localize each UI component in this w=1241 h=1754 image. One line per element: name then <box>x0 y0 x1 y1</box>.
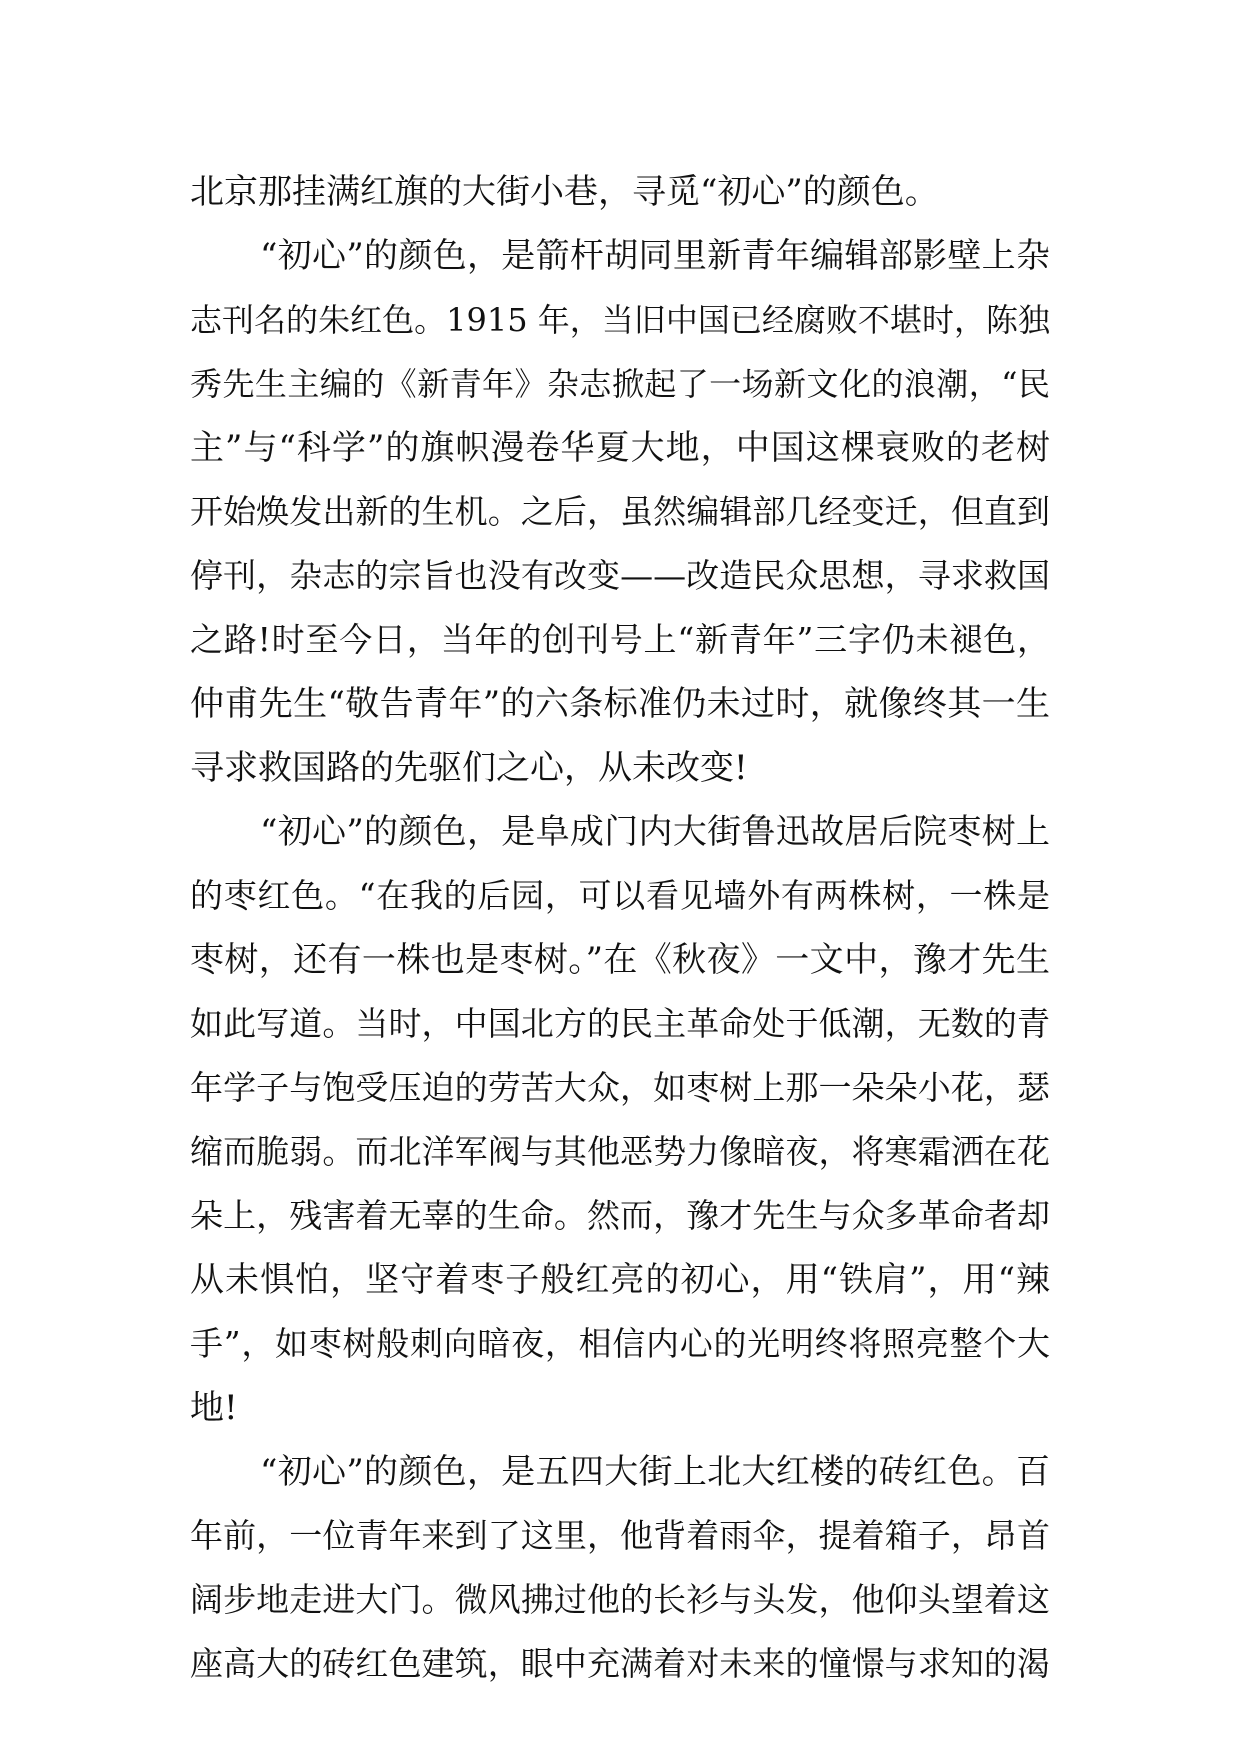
text-line: 缩而脆弱。而北洋军阀与其他恶势力像暗夜，将寒霜洒在花 <box>190 1132 1050 1171</box>
text-line: 志刊名的朱红色。1915 年，当旧中国已经腐败不堪时，陈独 <box>190 301 1050 339</box>
text-line: 开始焕发出新的生机。之后，虽然编辑部几经变迁，但直到 <box>190 492 1050 531</box>
text-line: 座高大的砖红色建筑，眼中充满着对未来的憧憬与求知的渴 <box>190 1644 1050 1683</box>
text-line: 如此写道。当时，中国北方的民主革命处于低潮，无数的青 <box>190 1004 1050 1043</box>
text-line: 手”，如枣树般刺向暗夜，相信内心的光明终将照亮整个大 <box>190 1324 1050 1363</box>
text-line: 年前，一位青年来到了这里，他背着雨伞，提着箱子，昂首 <box>190 1516 1050 1555</box>
text-line: 仲甫先生“敬告青年”的六条标准仍未过时，就像终其一生 <box>190 684 1050 724</box>
text-line: 朵上，残害着无辜的生命。然而，豫才先生与众多革命者却 <box>190 1196 1050 1235</box>
text-line: 年学子与饱受压迫的劳苦大众，如枣树上那一朵朵小花，瑟 <box>190 1068 1050 1107</box>
text-line: “初心”的颜色，是五四大街上北大红楼的砖红色。百 <box>260 1452 1050 1492</box>
text-line: 北京那挂满红旗的大街小巷，寻觅“初心”的颜色。 <box>190 172 939 212</box>
text-line: 阔步地走进大门。微风拂过他的长衫与头发，他仰头望着这 <box>190 1580 1050 1619</box>
text-line: 寻求救国路的先驱们之心，从未改变! <box>190 748 748 788</box>
text-line: 的枣红色。“在我的后园，可以看见墙外有两株树，一株是 <box>190 876 1050 915</box>
text-line: 停刊，杂志的宗旨也没有改变——改造民众思想，寻求救国 <box>190 556 1050 595</box>
text-line: “初心”的颜色，是箭杆胡同里新青年编辑部影壁上杂 <box>260 236 1050 276</box>
text-line: 之路!时至今日，当年的创刊号上“新青年”三字仍未褪色， <box>190 620 1050 659</box>
text-line: 秀先生主编的《新青年》杂志掀起了一场新文化的浪潮，“民 <box>190 365 1050 403</box>
document-body <box>190 160 1050 1696</box>
text-line: 枣树，还有一株也是枣树。”在《秋夜》一文中，豫才先生 <box>190 940 1050 980</box>
text-line: “初心”的颜色，是阜成门内大街鲁迅故居后院枣树上 <box>260 812 1050 852</box>
text-line: 从未惧怕，坚守着枣子般红亮的初心，用“铁肩”，用“辣 <box>190 1260 1050 1300</box>
text-line: 主”与“科学”的旗帜漫卷华夏大地，中国这棵衰败的老树 <box>190 428 1050 468</box>
text-line: 地! <box>190 1388 238 1428</box>
